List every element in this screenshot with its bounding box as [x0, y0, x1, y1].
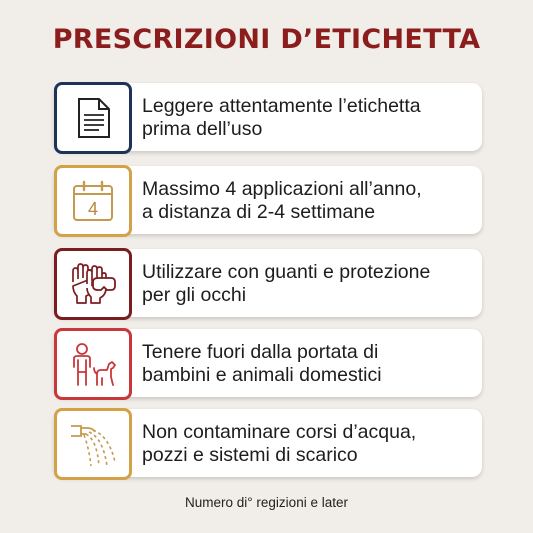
instruction-text: Leggere attentamente l’etichetta prima dell’uso — [142, 95, 421, 140]
instruction-card-protection — [54, 249, 482, 317]
instruction-card-children-pets — [54, 329, 482, 397]
page-title: PRESCRIZIONI D’ETICHETTA — [52, 24, 481, 55]
calendar-day: 4 — [87, 199, 99, 219]
child-pet-icon — [69, 342, 117, 388]
water-drain-icon — [69, 422, 117, 468]
document-icon — [71, 96, 115, 140]
instruction-text: Massimo 4 applicazioni all’anno, a distanza di 2-4 settimane — [142, 178, 422, 223]
icon-frame — [54, 328, 132, 400]
icon-frame — [54, 82, 132, 154]
footer-note: Numero di° regizioni e later — [185, 495, 348, 510]
calendar-icon — [71, 179, 115, 223]
instruction-card-applications — [54, 166, 482, 234]
instruction-text: Non contaminare corsi d’acqua, pozzi e sistemi di scarico — [142, 421, 417, 466]
icon-frame — [54, 248, 132, 320]
instruction-text: Tenere fuori dalla portata di bambini e animali domestici — [142, 341, 382, 386]
icon-frame — [54, 408, 132, 480]
icon-frame — [54, 165, 132, 237]
gloves-goggles-icon — [69, 262, 117, 306]
instruction-card-read-label — [54, 83, 482, 151]
instruction-text: Utilizzare con guanti e protezione per gli occhi — [142, 261, 431, 306]
instruction-card-water — [54, 409, 482, 477]
